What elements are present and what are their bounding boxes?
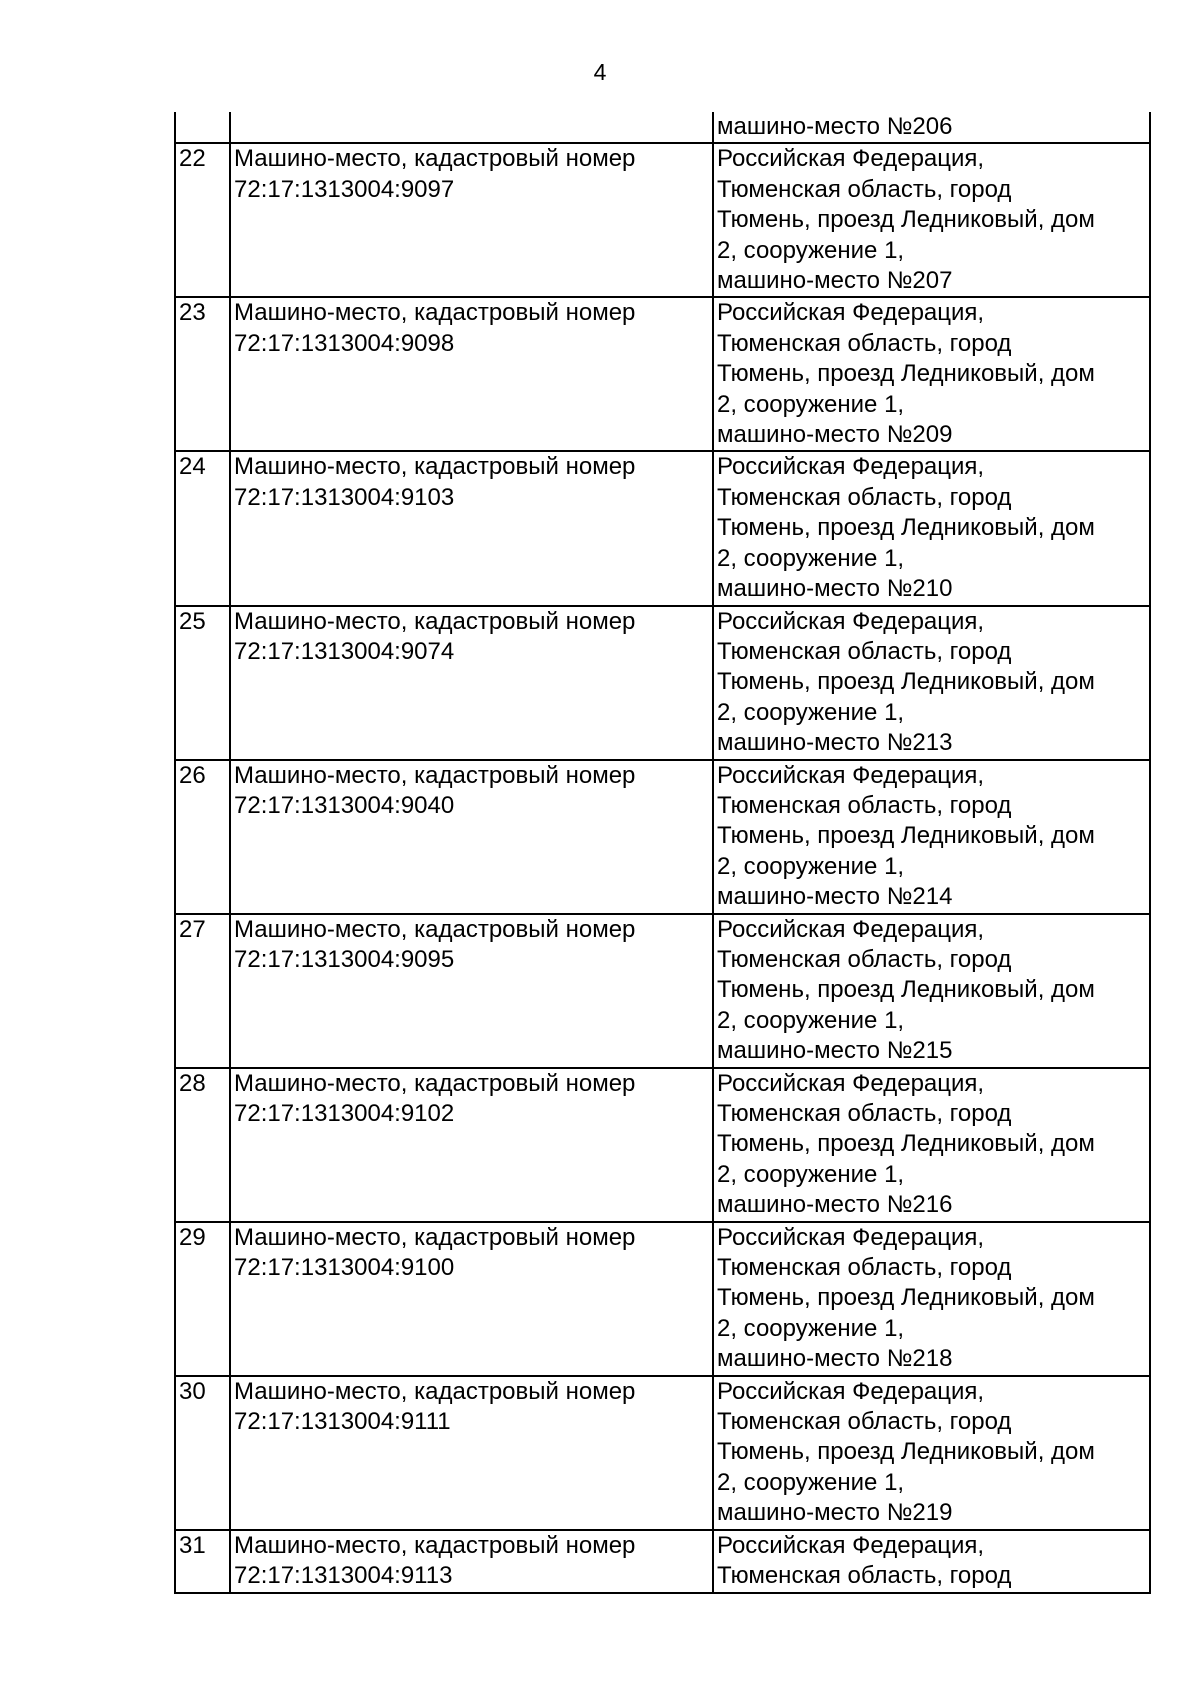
- table-row: [175, 451, 1150, 605]
- object-cell: Машино-место, кадастровый номер 72:17:1313004:9103: [230, 451, 713, 605]
- table-row: [175, 1068, 1150, 1222]
- row-number-cell: 23: [175, 297, 230, 451]
- table-row: [175, 1376, 1150, 1530]
- row-number-cell: 24: [175, 451, 230, 605]
- object-cell: Машино-место, кадастровый номер 72:17:1313004:9100: [230, 1222, 713, 1376]
- table-row: [175, 112, 1150, 143]
- address-cell: Российская Федерация, Тюменская область, город Тюмень, проезд Ледниковый, дом 2, сооружение 1, машино-место №213: [713, 606, 1150, 760]
- object-cell: Машино-место, кадастровый номер 72:17:1313004:9111: [230, 1376, 713, 1530]
- row-number-cell: 22: [175, 143, 230, 297]
- address-cell: машино-место №206: [713, 112, 1150, 143]
- row-number-cell: 31: [175, 1530, 230, 1593]
- object-cell: Машино-место, кадастровый номер 72:17:1313004:9074: [230, 606, 713, 760]
- row-number-cell: 30: [175, 1376, 230, 1530]
- parking-spaces-table: [174, 112, 1151, 1594]
- page-number: 4: [593, 59, 607, 85]
- address-cell: Российская Федерация, Тюменская область, город Тюмень, проезд Ледниковый, дом 2, сооружение 1, машино-место №214: [713, 760, 1150, 914]
- table-row: [175, 1222, 1150, 1376]
- object-cell: Машино-место, кадастровый номер 72:17:1313004:9102: [230, 1068, 713, 1222]
- row-number-cell: [175, 112, 230, 143]
- object-cell: [230, 112, 713, 143]
- object-cell: Машино-место, кадастровый номер 72:17:1313004:9097: [230, 143, 713, 297]
- address-cell: Российская Федерация, Тюменская область, город Тюмень, проезд Ледниковый, дом 2, сооружение 1, машино-место №216: [713, 1068, 1150, 1222]
- row-number-cell: 29: [175, 1222, 230, 1376]
- row-number-cell: 25: [175, 606, 230, 760]
- address-cell: Российская Федерация, Тюменская область, город Тюмень, проезд Ледниковый, дом 2, сооружение 1, машино-место №209: [713, 297, 1150, 451]
- address-cell: Российская Федерация, Тюменская область, город Тюмень, проезд Ледниковый, дом 2, сооружение 1, машино-место №219: [713, 1376, 1150, 1530]
- address-cell: Российская Федерация, Тюменская область, город Тюмень, проезд Ледниковый, дом 2, сооружение 1, машино-место №210: [713, 451, 1150, 605]
- table-row: [175, 760, 1150, 914]
- table-row: [175, 297, 1150, 451]
- address-cell: Российская Федерация, Тюменская область, город Тюмень, проезд Ледниковый, дом 2, сооружение 1, машино-место №215: [713, 914, 1150, 1068]
- object-cell: Машино-место, кадастровый номер 72:17:1313004:9040: [230, 760, 713, 914]
- row-number-cell: 28: [175, 1068, 230, 1222]
- table-row: [175, 914, 1150, 1068]
- address-cell: Российская Федерация, Тюменская область, город Тюмень, проезд Ледниковый, дом 2, сооружение 1, машино-место №207: [713, 143, 1150, 297]
- object-cell: Машино-место, кадастровый номер 72:17:1313004:9113: [230, 1530, 713, 1593]
- object-cell: Машино-место, кадастровый номер 72:17:1313004:9098: [230, 297, 713, 451]
- row-number-cell: 27: [175, 914, 230, 1068]
- address-cell: Российская Федерация, Тюменская область, город: [713, 1530, 1150, 1593]
- row-number-cell: 26: [175, 760, 230, 914]
- object-cell: Машино-место, кадастровый номер 72:17:1313004:9095: [230, 914, 713, 1068]
- table-row: [175, 143, 1150, 297]
- table-row: [175, 606, 1150, 760]
- table-row: [175, 1530, 1150, 1593]
- address-cell: Российская Федерация, Тюменская область, город Тюмень, проезд Ледниковый, дом 2, сооружение 1, машино-место №218: [713, 1222, 1150, 1376]
